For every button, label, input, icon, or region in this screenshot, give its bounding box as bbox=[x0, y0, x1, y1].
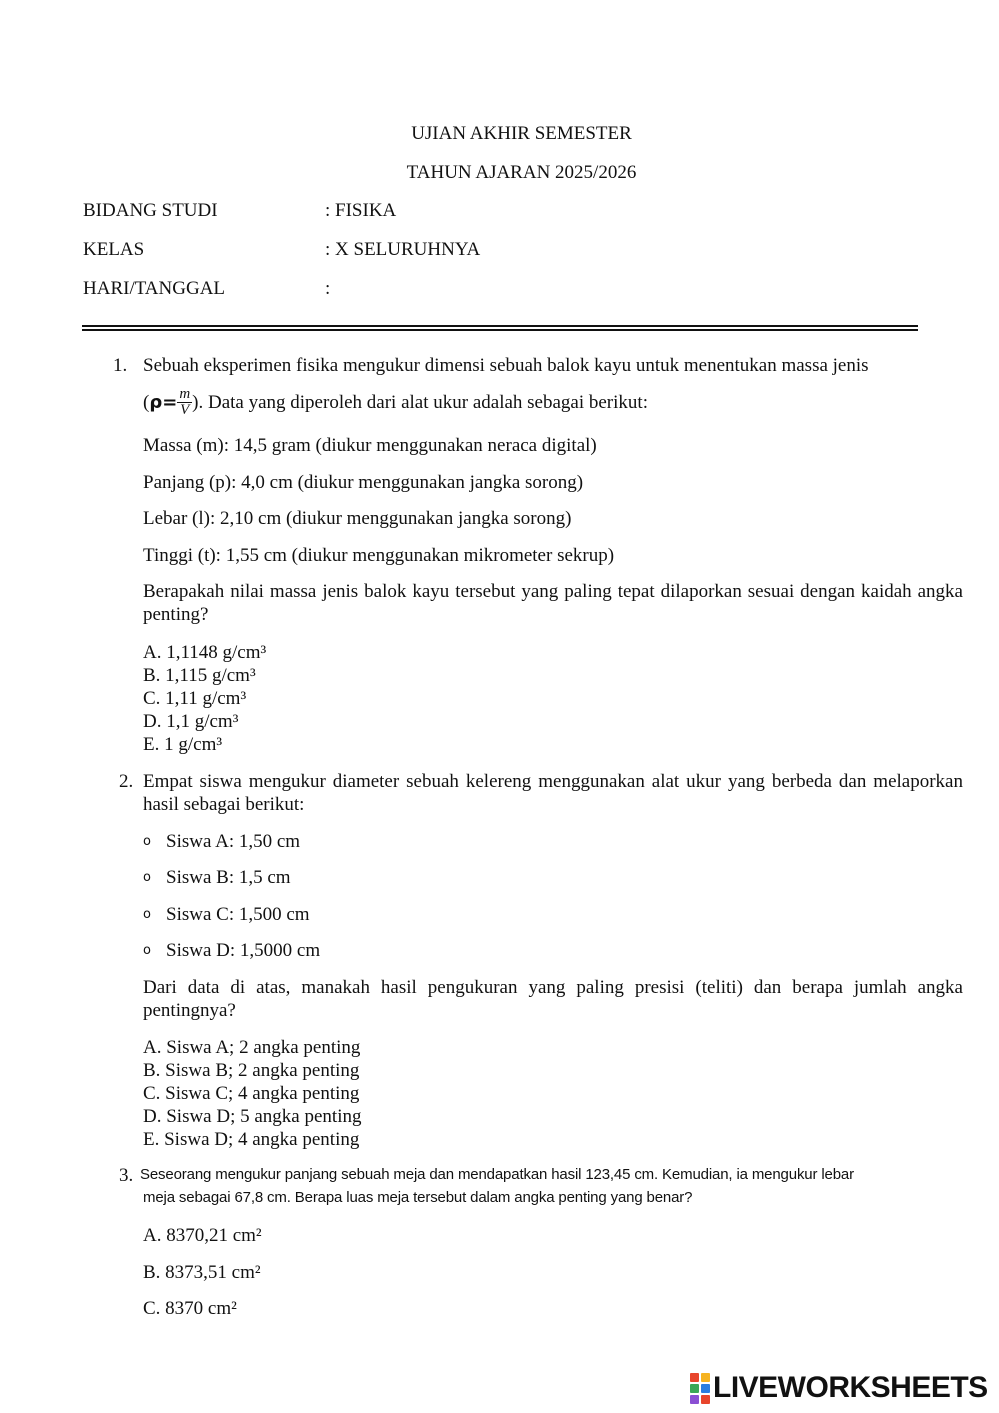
logo-block bbox=[701, 1373, 710, 1382]
q1-data-mass: Massa (m): 14,5 gram (diukur menggunakan neraca digital) bbox=[143, 435, 597, 456]
q1-option-d[interactable]: D. 1,1 g/cm³ bbox=[143, 711, 239, 732]
field-value-subject: : FISIKA bbox=[325, 200, 397, 221]
q1-formula-rho: ρ bbox=[149, 391, 163, 413]
exam-title: UJIAN AKHIR SEMESTER bbox=[411, 123, 632, 144]
liveworksheets-logo bbox=[690, 1372, 988, 1404]
q2-option-d[interactable]: D. Siswa D; 5 angka penting bbox=[143, 1106, 362, 1127]
q2-bullet-d: o bbox=[143, 943, 151, 958]
q2-question: Dari data di atas, manakah hasil pengukuran yang paling presisi (teliti) dan berapa jumlah angka pentingnya? bbox=[143, 977, 963, 1021]
q1-option-a[interactable]: A. 1,1148 g/cm³ bbox=[143, 642, 267, 663]
q2-option-e[interactable]: E. Siswa D; 4 angka penting bbox=[143, 1129, 360, 1150]
logo-blocks-icon bbox=[690, 1373, 710, 1404]
logo-block bbox=[690, 1384, 699, 1393]
q3-option-c[interactable]: C. 8370 cm² bbox=[143, 1298, 237, 1319]
q2-number: 2. bbox=[119, 771, 134, 792]
q3-line-2: meja sebagai 67,8 cm. Berapa luas meja tersebut dalam angka penting yang benar? bbox=[143, 1189, 693, 1206]
q3-number: 3. bbox=[119, 1165, 134, 1186]
header-divider-top bbox=[82, 325, 918, 327]
q2-option-a[interactable]: A. Siswa A; 2 angka penting bbox=[143, 1037, 361, 1058]
header-divider-bottom bbox=[82, 329, 918, 331]
q2-intro: Empat siswa mengukur diameter sebuah kelereng menggunakan alat ukur yang berbeda dan melaporkan hasil sebagai berikut: bbox=[143, 771, 963, 815]
q2-data-b: Siswa B: 1,5 cm bbox=[166, 867, 291, 888]
q2-data-c: Siswa C: 1,500 cm bbox=[166, 904, 310, 925]
logo-block bbox=[690, 1373, 699, 1382]
q1-option-b[interactable]: B. 1,115 g/cm³ bbox=[143, 665, 256, 686]
q1-formula-open: ( bbox=[143, 391, 150, 413]
logo-block bbox=[701, 1395, 710, 1404]
q1-formula-fraction bbox=[177, 387, 192, 418]
field-label-class: KELAS bbox=[83, 239, 145, 260]
q2-option-c[interactable]: C. Siswa C; 4 angka penting bbox=[143, 1083, 360, 1104]
q1-formula-denominator: V bbox=[180, 401, 190, 418]
field-label-date: HARI/TANGGAL bbox=[83, 278, 226, 299]
academic-year: TAHUN AJARAN 2025/2026 bbox=[406, 162, 637, 183]
q1-question: Berapakah nilai massa jenis balok kayu tersebut yang paling tepat dilaporkan sesuai dengan kaidah angka penting? bbox=[143, 581, 963, 625]
q1-data-width: Lebar (l): 2,10 cm (diukur menggunakan jangka sorong) bbox=[143, 508, 572, 529]
q1-option-e[interactable]: E. 1 g/cm³ bbox=[143, 734, 223, 755]
q2-data-a: Siswa A: 1,50 cm bbox=[166, 831, 301, 852]
q1-number: 1. bbox=[113, 355, 128, 376]
q2-bullet-b: o bbox=[143, 870, 151, 885]
q1-data-height: Tinggi (t): 1,55 cm (diukur menggunakan mikrometer sekrup) bbox=[143, 545, 615, 566]
q1-formula-equals: = bbox=[162, 391, 178, 413]
q1-option-c[interactable]: C. 1,11 g/cm³ bbox=[143, 688, 247, 709]
q2-bullet-a: o bbox=[143, 834, 151, 849]
logo-text: LIVEWORKSHEETS bbox=[713, 1371, 988, 1404]
q2-option-b[interactable]: B. Siswa B; 2 angka penting bbox=[143, 1060, 360, 1081]
q3-option-a[interactable]: A. 8370,21 cm² bbox=[143, 1225, 262, 1246]
field-value-class: : X SELURUHNYA bbox=[325, 239, 481, 260]
logo-block bbox=[690, 1395, 699, 1404]
q3-line-1: Seseorang mengukur panjang sebuah meja dan mendapatkan hasil 123,45 cm. Kemudian, ia mengukur lebar bbox=[140, 1166, 854, 1183]
q1-intro: Sebuah eksperimen fisika mengukur dimensi sebuah balok kayu untuk menentukan massa jenis bbox=[143, 355, 869, 376]
q2-bullet-c: o bbox=[143, 907, 151, 922]
q1-formula-numerator: m bbox=[179, 385, 191, 402]
field-label-subject: BIDANG STUDI bbox=[83, 200, 218, 221]
field-value-date: : bbox=[325, 278, 331, 299]
q2-data-d: Siswa D: 1,5000 cm bbox=[166, 940, 321, 961]
q1-data-length: Panjang (p): 4,0 cm (diukur menggunakan jangka sorong) bbox=[143, 472, 584, 493]
q3-option-b[interactable]: B. 8373,51 cm² bbox=[143, 1262, 261, 1283]
q1-formula-rest: ). Data yang diperoleh dari alat ukur adalah sebagai berikut: bbox=[192, 391, 648, 413]
logo-block bbox=[701, 1384, 710, 1393]
q1-formula-line bbox=[143, 384, 648, 420]
